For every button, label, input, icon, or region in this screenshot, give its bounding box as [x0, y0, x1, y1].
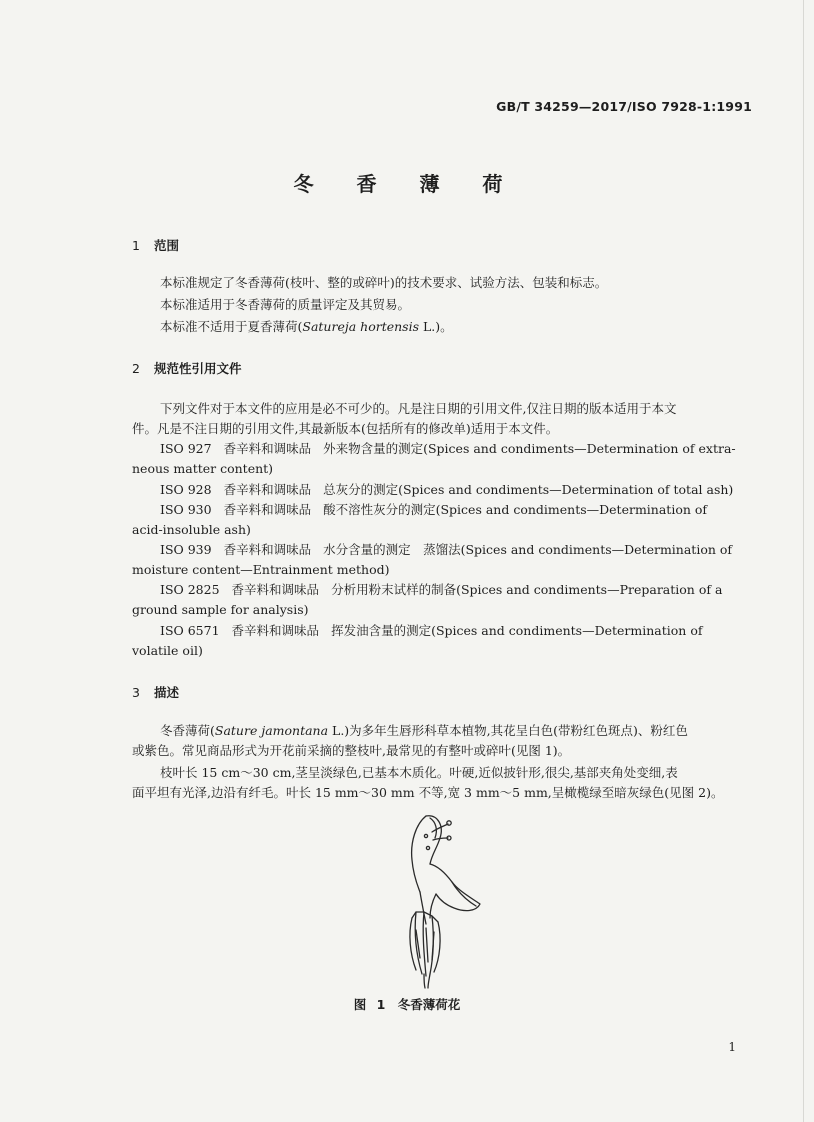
text-run: 本标准不适用于夏香薄荷(	[160, 319, 303, 334]
document-title: 冬 香 薄 荷	[293, 172, 521, 196]
reference-item	[132, 580, 754, 600]
paragraph-continuation: 面平坦有光泽,边沿有纤毛。叶长 15 mm～30 mm 不等,宽 3 mm～5 mm,呈橄榄绿至暗灰绿色(见图 2)。	[132, 785, 724, 800]
section-title: 范围	[154, 238, 180, 253]
section-title: 描述	[154, 685, 180, 700]
paragraph	[132, 721, 754, 741]
section-1-heading	[132, 236, 179, 254]
reference-title: 分析用粉末试样的制备(Spices and condiments—Preparation of a	[331, 582, 723, 597]
section-title: 规范性引用文件	[154, 361, 242, 376]
latin-name: Sature jamontana	[214, 723, 329, 738]
section-number: 1	[132, 238, 140, 253]
reference-code: ISO 927	[160, 441, 212, 456]
reference-continuation: acid-insoluble ash)	[132, 522, 251, 537]
section-number: 2	[132, 361, 140, 376]
paragraph: 下列文件对于本文件的应用是必不可少的。凡是注日期的引用文件,仅注日期的版本适用于本文	[160, 401, 677, 416]
reference-category: 香辛料和调味品	[223, 542, 312, 557]
reference-category: 香辛料和调味品	[223, 502, 312, 517]
reference-item	[132, 480, 754, 500]
reference-code: ISO 930	[160, 502, 212, 517]
section-number: 3	[132, 685, 140, 700]
latin-name: Satureja hortensis	[302, 319, 420, 334]
reference-code: ISO 939	[160, 542, 212, 557]
reference-continuation: neous matter content)	[132, 461, 274, 476]
section-2-heading	[132, 359, 242, 377]
paragraph: 枝叶长 15 cm～30 cm,茎呈淡绿色,已基本木质化。叶硬,近似披针形,很尖,基部夹角处变细,表	[160, 765, 678, 780]
reference-title: 挥发油含量的测定(Spices and condiments—Determination of	[331, 623, 703, 638]
reference-item	[132, 621, 754, 641]
text-run: L.)为多年生唇形科草本植物,其花呈白色(带粉红色斑点)、粉红色	[328, 723, 688, 738]
reference-item	[132, 439, 754, 459]
reference-item	[132, 500, 754, 520]
text-run: 冬香薄荷(	[160, 723, 215, 738]
reference-code: ISO 928	[160, 482, 212, 497]
reference-continuation: moisture content—Entrainment method)	[132, 562, 390, 577]
paragraph: 本标准规定了冬香薄荷(枝叶、整的或碎叶)的技术要求、试验方法、包装和标志。	[160, 275, 608, 290]
text-run: L.)。	[419, 319, 453, 334]
flower-illustration-icon	[386, 808, 496, 990]
reference-category: 香辛料和调味品	[223, 441, 312, 456]
reference-category: 香辛料和调味品	[223, 482, 312, 497]
page-number: 1	[728, 1040, 736, 1054]
reference-code: ISO 6571	[160, 623, 220, 638]
figure-caption: 图 1 冬香薄荷花	[353, 997, 461, 1012]
reference-category: 香辛料和调味品	[231, 623, 320, 638]
reference-continuation: volatile oil)	[132, 643, 203, 658]
reference-title: 外来物含量的测定(Spices and condiments—Determination of extra-	[323, 441, 736, 456]
standard-code: GB/T 34259—2017/ISO 7928-1:1991	[496, 99, 752, 114]
reference-item	[132, 540, 754, 560]
paragraph-continuation: 件。凡是不注日期的引用文件,其最新版本(包括所有的修改单)适用于本文件。	[132, 421, 559, 436]
reference-title: 总灰分的测定(Spices and condiments—Determination of total ash)	[323, 482, 734, 497]
reference-category: 香辛料和调味品	[231, 582, 320, 597]
reference-title: 水分含量的测定 蒸馏法(Spices and condiments—Determination of	[323, 542, 733, 557]
reference-code: ISO 2825	[160, 582, 220, 597]
paragraph	[132, 317, 754, 337]
reference-title: 酸不溶性灰分的测定(Spices and condiments—Determination of	[323, 502, 708, 517]
reference-continuation: ground sample for analysis)	[132, 602, 309, 617]
paragraph-continuation: 或紫色。常见商品形式为开花前采摘的整枝叶,最常见的有整叶或碎叶(见图 1)。	[132, 743, 571, 758]
paragraph: 本标准适用于冬香薄荷的质量评定及其贸易。	[160, 297, 411, 312]
section-3-heading	[132, 683, 179, 701]
